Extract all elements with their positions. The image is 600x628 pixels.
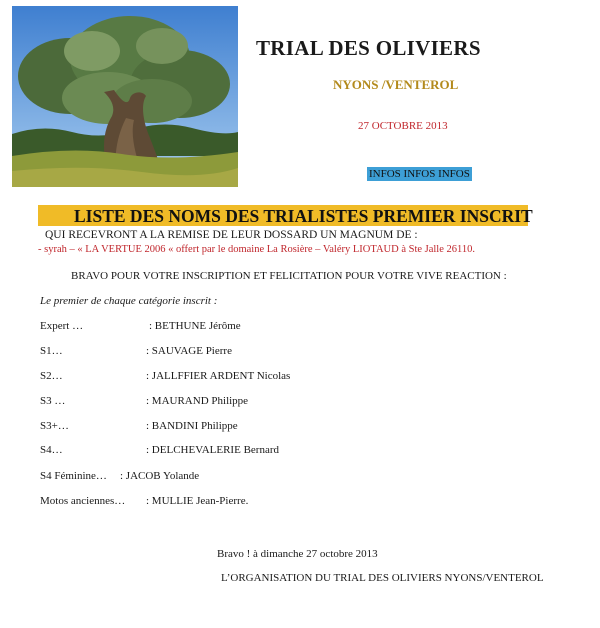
entry-name: : MULLIE Jean-Pierre. (146, 495, 249, 507)
entry-category: S1… (40, 345, 63, 357)
entry-category: S4 Féminine… (40, 470, 107, 482)
entry-name: : BANDINI Philippe (146, 420, 238, 432)
entry-category: Motos anciennes… (40, 495, 126, 507)
entry-name: : JALLFFIER ARDENT Nicolas (146, 370, 291, 382)
olive-tree-illustration (12, 6, 238, 187)
congratulation-line: BRAVO POUR VOTRE INSCRIPTION ET FELICITATION POUR VOTRE VIVE REACTION : (71, 270, 507, 282)
page-title: TRIAL DES OLIVIERS (256, 36, 481, 60)
entry-name: : JACOB Yolande (120, 470, 200, 482)
entry-category: S3+… (40, 420, 69, 432)
banner-title: LISTE DES NOMS DES TRIALISTES PREMIER INSCRIT (74, 206, 533, 226)
prize-detail: - syrah – « LA VERTUE 2006 « offert par le domaine La Rosière – Valéry LIOTAUD à Ste Jalle 26110. (38, 244, 475, 255)
entry-name: : BETHUNE Jérôme (149, 320, 241, 332)
closing-line: Bravo ! à dimanche 27 octobre 2013 (217, 548, 378, 560)
category-intro: Le premier de chaque catégorie inscrit : (40, 295, 218, 307)
entry-category: S3 … (40, 395, 66, 407)
entry-name: : MAURAND Philippe (146, 395, 249, 407)
olive-tree-photo (12, 6, 238, 187)
entry-name: : DELCHEVALERIE Bernard (146, 444, 279, 456)
entry-category: Expert … (40, 320, 84, 332)
entry-name: : SAUVAGE Pierre (146, 345, 232, 357)
prize-line: QUI RECEVRONT A LA REMISE DE LEUR DOSSARD UN MAGNUM DE : (45, 229, 418, 241)
entry-category: S4… (40, 444, 63, 456)
event-date: 27 OCTOBRE 2013 (358, 120, 448, 132)
entry-category: S2… (40, 370, 63, 382)
infos-badge: INFOS INFOS INFOS (369, 168, 470, 180)
signature: L’ORGANISATION DU TRIAL DES OLIVIERS NYONS/VENTEROL (221, 572, 544, 584)
event-location: NYONS /VENTEROL (333, 77, 459, 92)
